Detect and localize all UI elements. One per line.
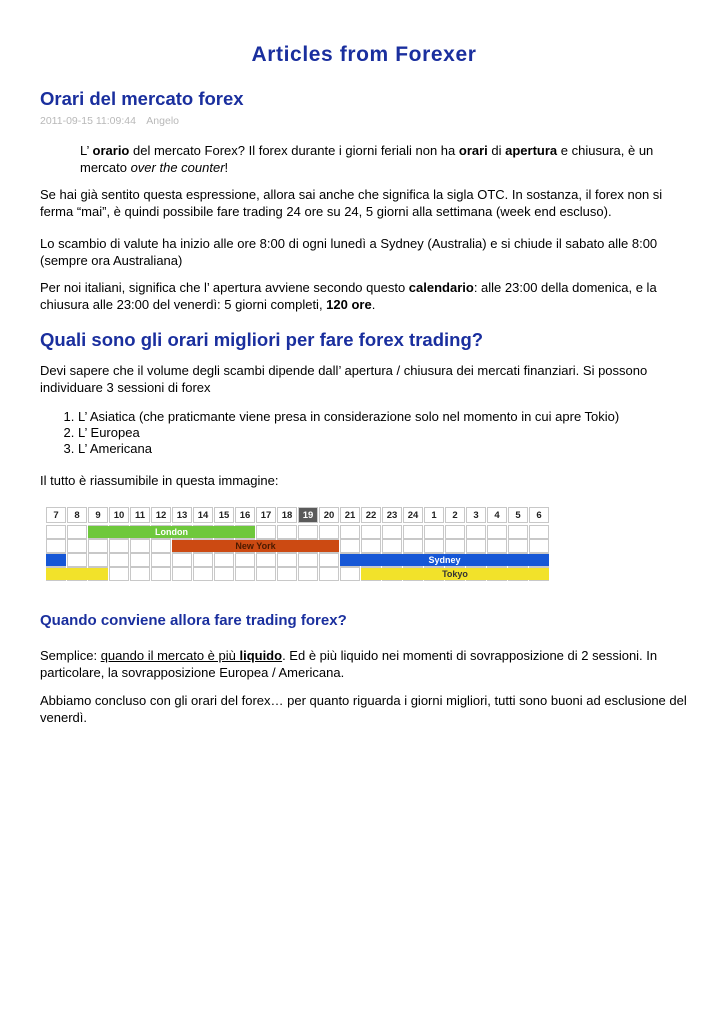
quote-text: e chiusura, è un mercato <box>80 143 654 175</box>
grid-cell <box>235 567 255 581</box>
grid-cell <box>109 539 129 553</box>
hour-cell: 7 <box>46 507 66 523</box>
grid-cell <box>172 567 192 581</box>
hour-cell: 16 <box>235 507 255 523</box>
grid-cell <box>277 553 297 567</box>
list-item: 3. L’ Americana <box>78 441 619 457</box>
grid-cell <box>298 553 318 567</box>
grid-cell <box>508 539 528 553</box>
hour-cell: 12 <box>151 507 171 523</box>
grid-cell <box>256 567 276 581</box>
paragraph-text: . <box>371 297 376 312</box>
session-bar-sydney <box>46 554 66 566</box>
grid-cell <box>88 539 108 553</box>
quote-text: L’ <box>80 143 93 158</box>
quote-bold-orari: orari <box>458 143 488 158</box>
hour-cell: 1 <box>424 507 444 523</box>
grid-cell <box>277 525 297 539</box>
hour-cell: 24 <box>403 507 423 523</box>
grid-cell <box>130 553 150 567</box>
heading-best-hours: Quali sono gli orari migliori per fare forex trading? <box>40 329 484 350</box>
hour-cell: 8 <box>67 507 87 523</box>
article-date: 2011-09-15 11:09:44 <box>40 115 136 127</box>
grid-cell <box>256 553 276 567</box>
paragraph-liquidity <box>40 647 690 681</box>
link-liquid-market[interactable]: quando il mercato è più <box>100 648 240 663</box>
quote-bold-apertura: apertura <box>505 143 558 158</box>
session-bar-tokyo <box>46 568 108 580</box>
grid-cell <box>340 567 360 581</box>
article-author: Angelo <box>146 115 179 127</box>
grid-cell <box>214 553 234 567</box>
grid-cell <box>46 525 66 539</box>
grid-cell <box>277 567 297 581</box>
hour-cell: 15 <box>214 507 234 523</box>
grid-cell <box>445 525 465 539</box>
grid-cell <box>487 539 507 553</box>
grid-cell <box>151 553 171 567</box>
quote-italic-otc: over the counter <box>130 160 225 175</box>
session-bar-new-york: New York <box>172 540 339 552</box>
grid-cell <box>130 567 150 581</box>
hour-cell: 11 <box>130 507 150 523</box>
hour-cell: 22 <box>361 507 381 523</box>
grid-cell <box>172 553 192 567</box>
grid-cell <box>529 525 549 539</box>
article-meta <box>40 115 187 127</box>
grid-cell <box>109 567 129 581</box>
hour-cell: 5 <box>508 507 528 523</box>
session-bar-london: London <box>88 526 255 538</box>
paragraph-image-intro: Il tutto è riassumibile in questa immagine: <box>40 473 279 488</box>
paragraph-calendar <box>40 279 690 313</box>
hour-cell: 4 <box>487 507 507 523</box>
hour-cell: 19 <box>298 507 318 523</box>
grid-cell <box>46 539 66 553</box>
grid-cell <box>319 553 339 567</box>
paragraph-text: : alle 23:00 della domenica, e la chiusura alle 23:00 del venerdì: 5 giorni completi, <box>40 280 657 312</box>
quote-text: ! <box>224 160 229 175</box>
grid-cell <box>361 525 381 539</box>
grid-cell <box>256 525 276 539</box>
grid-cell <box>298 567 318 581</box>
grid-cell <box>382 525 402 539</box>
paragraph-sydney: Lo scambio di valute ha inizio alle ore 8:00 di ogni lunedì a Sydney (Australia) e si chiude il sabato alle 8:00 (sempre ora Australiana) <box>40 236 658 268</box>
session-bar-sydney: Sydney <box>340 554 549 566</box>
grid-cell <box>382 539 402 553</box>
hour-cell: 23 <box>382 507 402 523</box>
hour-cell: 14 <box>193 507 213 523</box>
sessions-list <box>40 409 619 457</box>
paragraph-text: Semplice: <box>40 648 101 663</box>
paragraph-text: Per noi italiani, significa che l’ apertura avviene secondo questo <box>40 280 409 295</box>
quote-text: del mercato Forex? Il forex durante i giorni feriali non ha <box>129 143 459 158</box>
bold-calendario: calendario <box>408 280 474 295</box>
hour-cell: 2 <box>445 507 465 523</box>
paragraph-otc: Se hai già sentito questa espressione, allora sai anche che significa la sigla OTC. In sostanza, il forex non si ferma “mai”, è quindi possibile fare trading 24 ore su 24, 5 giorni alla settimana (week end escluso). <box>40 187 663 219</box>
hour-cell: 20 <box>319 507 339 523</box>
grid-cell <box>151 539 171 553</box>
link-liquido[interactable]: liquido <box>239 648 283 663</box>
grid-cell <box>319 525 339 539</box>
grid-cell <box>424 539 444 553</box>
grid-cell <box>298 525 318 539</box>
site-title: Articles from Forexer <box>251 43 477 66</box>
bold-120-ore: 120 ore <box>326 297 372 312</box>
hour-cell: 21 <box>340 507 360 523</box>
grid-cell <box>88 553 108 567</box>
hour-cell: 17 <box>256 507 276 523</box>
grid-cell <box>109 553 129 567</box>
grid-cell <box>403 525 423 539</box>
hour-cell: 18 <box>277 507 297 523</box>
grid-cell <box>67 553 87 567</box>
grid-cell <box>424 525 444 539</box>
article-title[interactable]: Orari del mercato forex <box>40 88 244 109</box>
intro-quote <box>80 142 680 176</box>
quote-bold-orario: orario <box>92 143 130 158</box>
hour-cell: 9 <box>88 507 108 523</box>
list-item: 1. L’ Asiatica (che praticmante viene presa in considerazione solo nel momento in cui apre Tokio) <box>78 409 619 425</box>
hour-cell: 6 <box>529 507 549 523</box>
grid-cell <box>445 539 465 553</box>
grid-cell <box>67 539 87 553</box>
heading-when-trade: Quando conviene allora fare trading forex? <box>40 612 347 629</box>
grid-cell <box>235 553 255 567</box>
grid-cell <box>193 553 213 567</box>
grid-cell <box>466 525 486 539</box>
grid-cell <box>130 539 150 553</box>
paragraph-text: . Ed è più liquido nei momenti di sovrapposizione di 2 sessioni. In particolare, la sovrapposizione Europea / Americana. <box>40 648 658 680</box>
grid-cell <box>319 567 339 581</box>
paragraph-volume: Devi sapere che il volume degli scambi dipende dall’ apertura / chiusura dei mercati finanziari. Si possono individuare 3 sessioni di forex <box>40 363 648 395</box>
grid-cell <box>340 525 360 539</box>
list-item: 2. L’ Europea <box>78 425 619 441</box>
grid-cell <box>340 539 360 553</box>
grid-cell <box>487 525 507 539</box>
grid-cell <box>151 567 171 581</box>
grid-cell <box>214 567 234 581</box>
quote-text: di <box>487 143 506 158</box>
grid-cell <box>403 539 423 553</box>
grid-cell <box>508 525 528 539</box>
grid-cell <box>193 567 213 581</box>
grid-cell <box>529 539 549 553</box>
grid-cell <box>466 539 486 553</box>
hour-cell: 3 <box>466 507 486 523</box>
hour-cell: 10 <box>109 507 129 523</box>
hour-cell: 13 <box>172 507 192 523</box>
grid-cell <box>361 539 381 553</box>
session-bar-tokyo: Tokyo <box>361 568 549 580</box>
paragraph-conclusion: Abbiamo concluso con gli orari del forex… per quanto riguarda i giorni migliori, tutti sono buoni ad esclusione del venerdì. <box>40 693 687 725</box>
grid-cell <box>67 525 87 539</box>
